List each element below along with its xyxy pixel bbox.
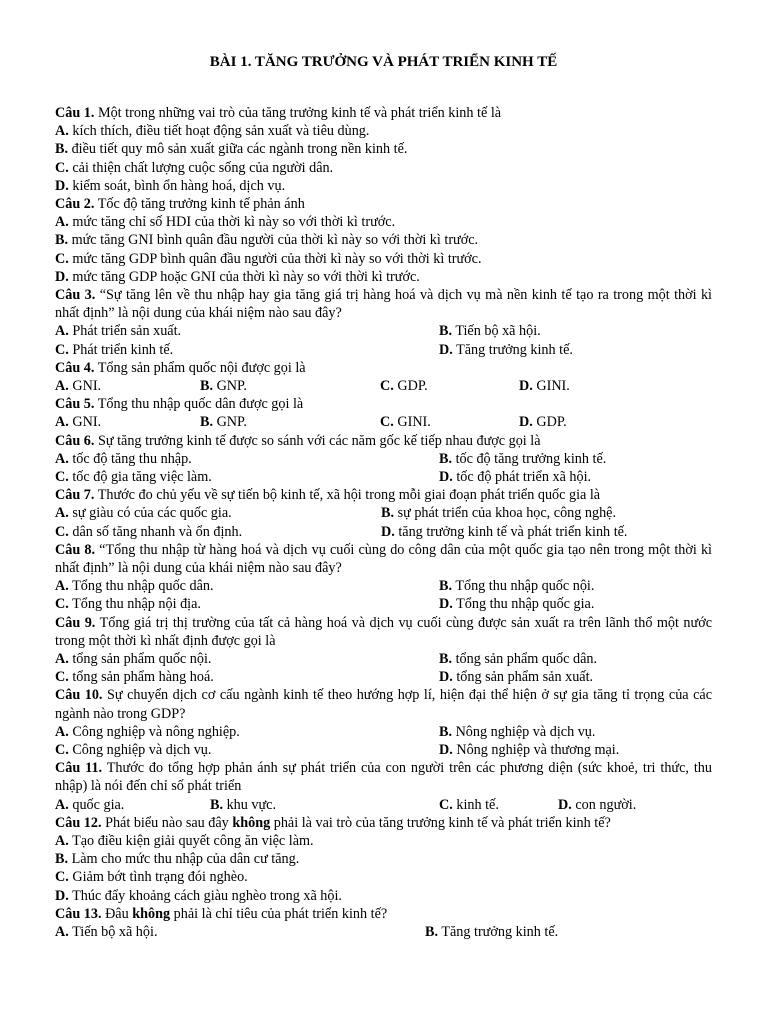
question-text: Tổng giá trị thị trường của tất cả hàng hoá và dịch vụ cuối cùng được sản xuất ra trên lãnh thổ một nước trong một thời kì nhất định được gọi là: [55, 614, 712, 649]
option-text: sự phát triển của khoa học, công nghệ.: [397, 505, 617, 522]
option-key: A.: [55, 505, 69, 522]
question-text: Thước đo tổng hợp phản ánh sự phát triển của con người trên các phương diện (sức khoẻ, tri thức, thu nhập) là nói đến chỉ số phát triển: [55, 760, 712, 795]
option-key: C.: [55, 159, 69, 176]
option-a: [55, 213, 712, 231]
option-b: [210, 796, 276, 814]
option-key: A.: [55, 450, 69, 467]
question-7: [55, 486, 712, 504]
option-text: GDP.: [397, 378, 428, 395]
option-a: [55, 504, 232, 522]
option-a: [55, 923, 158, 941]
option-a: [55, 723, 240, 741]
question-4: [55, 359, 712, 377]
option-key: D.: [558, 796, 572, 813]
option-key: A.: [55, 123, 69, 140]
option-text: tổng sản phẩm sản xuất.: [456, 669, 594, 686]
question-3: [55, 286, 712, 322]
question-label: Câu 9.: [55, 614, 96, 631]
question-label: Câu 1.: [55, 105, 95, 121]
option-text: kích thích, điều tiết hoạt động sản xuất và tiêu dùng.: [72, 123, 370, 140]
option-a: [55, 577, 214, 595]
option-key: C.: [380, 378, 394, 395]
question-2: [55, 195, 712, 213]
option-a: [55, 832, 712, 850]
option-key: B.: [381, 505, 395, 522]
option-key: D.: [439, 596, 453, 613]
option-c: [380, 377, 428, 395]
option-key: D.: [381, 523, 395, 540]
option-text: GINI.: [397, 414, 431, 431]
question-5: [55, 395, 712, 413]
option-b: [55, 850, 712, 868]
question-label: Câu 6.: [55, 432, 95, 449]
option-key: C.: [55, 596, 69, 613]
option-text: tổng sản phẩm quốc dân.: [455, 650, 598, 667]
option-text: GNP.: [216, 378, 247, 395]
option-key: D.: [55, 177, 69, 194]
option-b: [200, 377, 247, 395]
option-b: [439, 650, 597, 668]
option-text: GNI.: [72, 414, 102, 431]
option-key: C.: [55, 250, 69, 267]
question-label: Câu 11.: [55, 760, 103, 777]
option-c: [55, 668, 214, 686]
option-key: C.: [380, 414, 394, 431]
option-text: Phát triển kinh tế.: [72, 341, 174, 358]
option-text: mức tăng chỉ số HDI của thời kì này so với thời kì trước.: [72, 214, 396, 231]
option-key: A.: [55, 796, 69, 813]
option-row: [55, 668, 712, 686]
option-row: [55, 322, 712, 340]
option-text: Thúc đẩy khoảng cách giàu nghèo trong xã hội.: [72, 887, 342, 904]
page-title: BÀI 1. TĂNG TRƯỞNG VÀ PHÁT TRIỂN KINH TẾ: [209, 54, 558, 70]
option-row: [55, 723, 712, 741]
question-label: Câu 8.: [55, 541, 95, 558]
option-d: [439, 595, 594, 613]
option-b: [425, 923, 558, 941]
option-text: điều tiết quy mô sản xuất giữa các ngành trong nền kinh tế.: [71, 141, 408, 158]
option-text: khu vực.: [226, 796, 277, 813]
option-a: [55, 450, 192, 468]
option-key: B.: [200, 378, 214, 395]
option-text: quốc gia.: [72, 796, 125, 813]
option-a: [55, 796, 124, 814]
option-c: [55, 250, 712, 268]
option-text: tốc độ tăng trưởng kinh tế.: [455, 450, 607, 467]
option-b: [439, 577, 594, 595]
option-row: [55, 341, 712, 359]
option-row: [55, 923, 712, 941]
question-1: [55, 104, 712, 122]
option-key: A.: [55, 378, 69, 395]
option-key: A.: [55, 214, 69, 231]
option-text: kinh tế.: [456, 796, 499, 813]
option-key: D.: [439, 468, 453, 485]
option-key: C.: [55, 869, 69, 886]
question-text: Tổng thu nhập quốc dân được gọi là: [97, 396, 304, 413]
question-text: “Tổng thu nhập từ hàng hoá và dịch vụ cuối cùng do công dân của một quốc gia tạo nên trong một thời kì nhất định” là nội dung của khái niệm nào sau đây?: [55, 541, 712, 576]
question-8: [55, 541, 712, 577]
option-a: [55, 413, 101, 431]
option-key: A.: [55, 578, 69, 595]
question-label: Câu 5.: [55, 396, 95, 413]
option-key: C.: [55, 341, 69, 358]
question-label: Câu 13.: [55, 905, 102, 922]
question-text: Tổng sản phẩm quốc nội được gọi là: [97, 359, 306, 376]
question-text: Sự tăng trưởng kinh tế được so sánh với các năm gốc kế tiếp nhau được gọi là: [97, 432, 541, 449]
option-row: [55, 523, 712, 541]
option-d: [55, 268, 712, 286]
option-c: [439, 796, 499, 814]
question-emphasis: không: [132, 905, 171, 922]
option-row: [55, 504, 712, 522]
option-d: [55, 177, 712, 195]
option-d: [381, 523, 627, 541]
option-c: [55, 868, 712, 886]
question-9: [55, 614, 712, 650]
option-key: D.: [519, 378, 533, 395]
option-d: [519, 413, 567, 431]
option-row: [55, 650, 712, 668]
option-text: GDP.: [536, 414, 567, 431]
question-text: Một trong những vai trò của tăng trưởng kinh tế và phát triển kinh tế là: [97, 105, 502, 121]
option-key: D.: [439, 741, 453, 758]
option-text: Tiến bộ xã hội.: [72, 923, 158, 940]
option-text: mức tăng GNI bình quân đầu người của thời kì này so với thời kì trước.: [71, 232, 479, 249]
option-key: C.: [55, 669, 69, 686]
question-text: phải là vai trò của tăng trưởng kinh tế và phát triển kinh tế?: [273, 814, 611, 831]
option-b: [381, 504, 616, 522]
option-key: A.: [55, 323, 69, 340]
option-text: tốc độ phát triển xã hội.: [456, 468, 592, 485]
option-b: [439, 450, 606, 468]
option-text: Nông nghiệp và thương mại.: [456, 741, 620, 758]
option-c: [380, 413, 431, 431]
question-text: Phát biểu nào sau đây: [105, 814, 229, 831]
option-key: D.: [439, 669, 453, 686]
option-key: C.: [55, 523, 69, 540]
option-d: [439, 341, 573, 359]
option-text: Tổng thu nhập quốc nội.: [455, 578, 595, 595]
question-10: [55, 686, 712, 722]
option-text: Phát triển sản xuất.: [72, 323, 182, 340]
option-d: [439, 741, 619, 759]
option-text: Tăng trưởng kinh tế.: [441, 923, 559, 940]
option-text: mức tăng GDP hoặc GNI của thời kì này so với thời kì trước.: [72, 268, 420, 285]
question-label: Câu 7.: [55, 487, 95, 504]
option-c: [55, 341, 173, 359]
option-text: tốc độ gia tăng việc làm.: [72, 468, 212, 485]
option-text: tốc độ tăng thu nhập.: [72, 450, 192, 467]
option-key: D.: [519, 414, 533, 431]
option-row: [55, 413, 712, 431]
option-c: [55, 159, 712, 177]
option-text: GNI.: [72, 378, 102, 395]
option-text: sự giàu có của các quốc gia.: [72, 505, 232, 522]
option-c: [55, 741, 211, 759]
option-text: Công nghiệp và nông nghiệp.: [72, 723, 240, 740]
option-text: dân số tăng nhanh và ổn định.: [72, 523, 243, 540]
option-a: [55, 650, 211, 668]
option-c: [55, 468, 212, 486]
option-d: [558, 796, 636, 814]
option-key: B.: [439, 723, 453, 740]
question-text: Đâu: [105, 905, 129, 922]
option-row: [55, 577, 712, 595]
option-key: B.: [439, 578, 453, 595]
option-row: [55, 377, 712, 395]
option-b: [55, 231, 712, 249]
question-label: Câu 12.: [55, 814, 102, 831]
option-key: B.: [55, 141, 69, 158]
option-b: [439, 322, 541, 340]
option-c: [55, 595, 201, 613]
question-13: [55, 905, 712, 923]
option-text: Giảm bớt tình trạng đói nghèo.: [72, 869, 248, 886]
option-d: [55, 887, 712, 905]
question-12: [55, 814, 712, 832]
option-text: Công nghiệp và dịch vụ.: [72, 741, 212, 758]
option-key: B.: [439, 323, 453, 340]
question-text: “Sự tăng lên về thu nhập hay gia tăng giá trị hàng hoá và dịch vụ mà nền kinh tế tạo ra trong một thời kì nhất định” là nội dung của khái niệm nào sau đây?: [55, 287, 712, 322]
question-label: Câu 3.: [55, 287, 96, 304]
option-key: B.: [200, 414, 214, 431]
question-emphasis: không: [232, 814, 271, 831]
option-row: [55, 796, 712, 814]
option-row: [55, 468, 712, 486]
option-text: Làm cho mức thu nhập của dân cư tăng.: [71, 851, 300, 868]
option-key: C.: [55, 468, 69, 485]
option-text: Tổng thu nhập nội địa.: [72, 596, 201, 613]
question-text: Tốc độ tăng trưởng kinh tế phản ánh: [97, 196, 305, 213]
option-row: [55, 595, 712, 613]
option-text: Tăng trưởng kinh tế.: [456, 341, 573, 358]
option-text: Tiến bộ xã hội.: [455, 323, 541, 340]
option-key: A.: [55, 832, 69, 849]
option-key: B.: [210, 796, 224, 813]
question-label: Câu 2.: [55, 196, 95, 213]
option-key: C.: [439, 796, 453, 813]
option-text: kiểm soát, bình ổn hàng hoá, dịch vụ.: [72, 177, 286, 194]
option-text: tăng trưởng kinh tế và phát triển kinh tế.: [398, 523, 628, 540]
option-d: [439, 668, 593, 686]
option-row: [55, 741, 712, 759]
option-d: [519, 377, 570, 395]
option-key: D.: [439, 341, 453, 358]
option-text: GNP.: [216, 414, 247, 431]
option-key: B.: [425, 923, 439, 940]
option-key: B.: [55, 232, 69, 249]
option-key: A.: [55, 723, 69, 740]
option-b: [200, 413, 247, 431]
option-key: A.: [55, 414, 69, 431]
option-text: Tạo điều kiện giải quyết công ăn việc làm.: [72, 832, 314, 849]
question-6: [55, 432, 712, 450]
option-row: [55, 450, 712, 468]
option-a: [55, 322, 181, 340]
option-b: [55, 140, 712, 158]
question-11: [55, 759, 712, 795]
option-text: Tổng thu nhập quốc gia.: [456, 596, 595, 613]
option-text: Nông nghiệp và dịch vụ.: [455, 723, 596, 740]
option-c: [55, 523, 242, 541]
option-d: [439, 468, 591, 486]
question-label: Câu 10.: [55, 687, 103, 704]
option-b: [439, 723, 595, 741]
option-text: cải thiện chất lượng cuộc sống của người dân.: [72, 159, 334, 176]
option-key: D.: [55, 268, 69, 285]
option-key: B.: [439, 650, 453, 667]
option-text: Tổng thu nhập quốc dân.: [72, 578, 214, 595]
question-text: Thước đo chủ yếu về sự tiến bộ kinh tế, xã hội trong mỗi giai đoạn phát triển quốc gia là: [97, 487, 601, 504]
option-key: B.: [439, 450, 453, 467]
option-key: A.: [55, 650, 69, 667]
option-text: mức tăng GDP bình quân đầu người của thời kì này so với thời kì trước.: [72, 250, 482, 267]
option-text: GINI.: [536, 378, 570, 395]
option-key: B.: [55, 851, 69, 868]
option-text: con người.: [575, 796, 637, 813]
option-key: C.: [55, 741, 69, 758]
question-label: Câu 4.: [55, 359, 95, 376]
question-text: Sự chuyển dịch cơ cấu ngành kinh tế theo hướng hợp lí, hiện đại thể hiện ở sự gia tăng tỉ trọng của các ngành nào trong GDP?: [55, 687, 712, 722]
option-a: [55, 377, 101, 395]
option-key: A.: [55, 923, 69, 940]
question-text: phải là chỉ tiêu của phát triển kinh tế?: [173, 905, 388, 922]
option-a: [55, 122, 712, 140]
option-key: D.: [55, 887, 69, 904]
option-text: tổng sản phẩm quốc nội.: [72, 650, 212, 667]
option-text: tổng sản phẩm hàng hoá.: [72, 669, 214, 686]
